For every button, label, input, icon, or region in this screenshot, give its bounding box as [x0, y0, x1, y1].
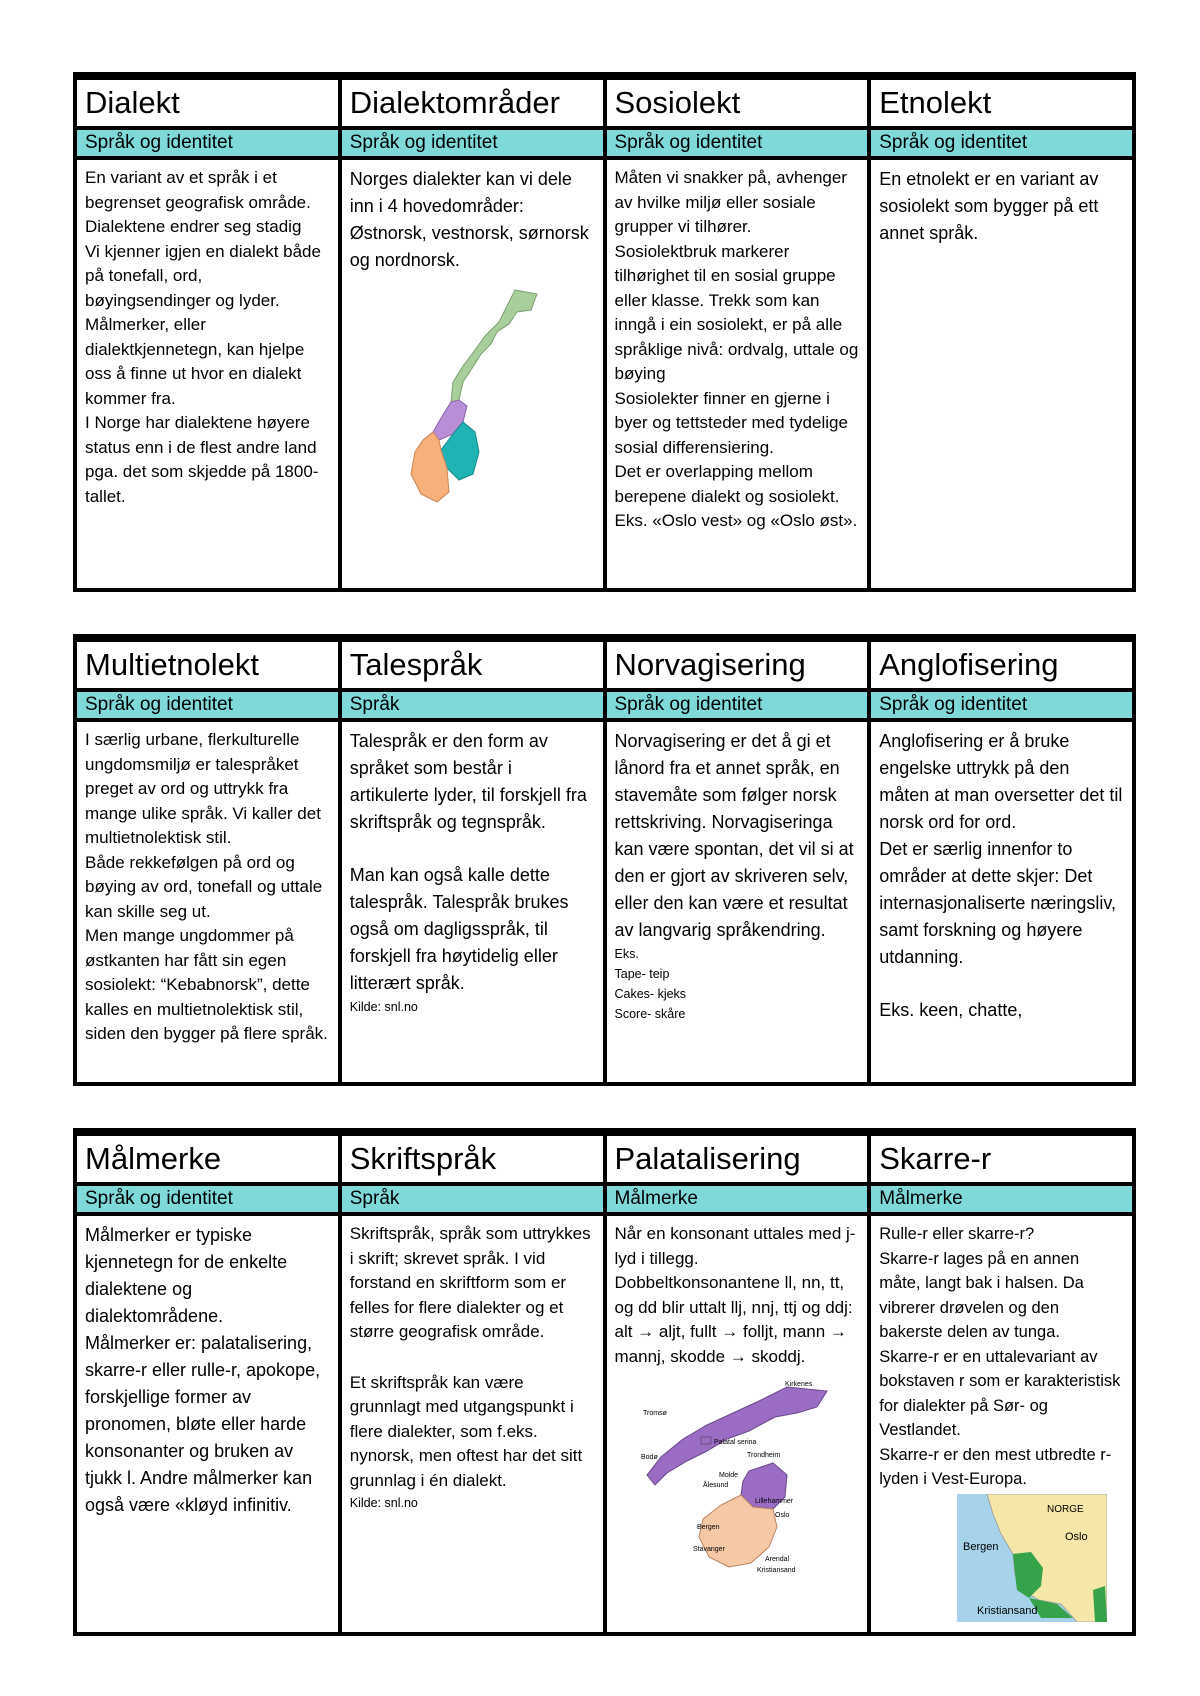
card-title: Målmerke — [77, 1136, 338, 1186]
north-dialect-region — [451, 290, 537, 402]
card-category: Språk og identitet — [871, 130, 1132, 160]
map-label: Kristiansand — [756, 1567, 796, 1574]
card-text: Sosiolektbruk markerer tilhørighet til en sosial gruppe eller klasse. Trekk som kan inngå i ein sosiolekt, er på alle språklige nivå: ordvalg, uttale og bøying — [614, 241, 859, 383]
map-label: Trondheim — [746, 1452, 781, 1459]
legend-swatch — [701, 1437, 711, 1444]
card-text: Det er særlig innenfor to områder at dette skjer: Det internasjonaliserte næringsliv, samt forskning og høyere utdanning. — [879, 839, 1117, 967]
card-text: Skarre-r lages på en annen måte, langt bak i halsen. Da vibrerer drøvelen og den bakerste delen av tunga. — [879, 1249, 1084, 1341]
card-title: Anglofisering — [871, 642, 1132, 692]
card-title: Skriftspråk — [342, 1136, 603, 1186]
card-text: Målmerker, eller dialektkjennetegn, kan hjelpe oss å finne ut hvor en dialekt kommer fra. — [85, 315, 305, 408]
card-title: Skarre-r — [871, 1136, 1132, 1186]
map-label: Oslo — [1065, 1530, 1088, 1543]
card-row-2 — [73, 634, 1136, 1086]
card-body — [871, 1216, 1132, 1632]
skarre-r-map-image — [957, 1494, 1107, 1622]
example-line: Eks. — [614, 947, 639, 961]
card-text: Rulle-r eller skarre-r? — [879, 1225, 1035, 1243]
card-dialektomrader — [342, 80, 603, 588]
card-text: Anglofisering er å bruke engelske uttrykk på den måten at man oversetter det til norsk ord for ord. — [879, 731, 1123, 832]
source-note: Kilde: snl.no — [349, 1000, 418, 1014]
card-body — [342, 1216, 603, 1632]
card-malmerke — [77, 1136, 338, 1632]
card-anglofisering — [871, 642, 1132, 1082]
card-text: Norges dialekter kan vi dele inn i 4 hovedområder: Østnorsk, vestnorsk, sørnorsk og nordnorsk. — [349, 169, 589, 270]
card-text: Man kan også kalle dette talespråk. Talespråk brukes også om dagligsspråk, til forskjell fra høytidelig eller litterært språk. — [349, 865, 569, 993]
card-title: Dialekt — [77, 80, 338, 130]
card-category: Språk og identitet — [342, 130, 603, 160]
west-dialect-region — [411, 432, 449, 502]
card-title: Talespråk — [342, 642, 603, 692]
example-line: Score- skåre — [614, 1007, 686, 1021]
card-body — [607, 722, 868, 1082]
map-label: Arendal — [764, 1556, 790, 1563]
map-label: Stavanger — [692, 1546, 725, 1553]
norway-dialect-map-image — [397, 282, 547, 512]
map-label: Molde — [718, 1472, 738, 1479]
card-body — [871, 160, 1132, 588]
card-skriftsprak — [342, 1136, 603, 1632]
card-row-3 — [73, 1128, 1136, 1636]
card-text: Både rekkefølgen på ord og bøying av ord, tonefall og uttale kan skille seg ut. — [85, 852, 323, 921]
card-title: Multietnolekt — [77, 642, 338, 692]
card-text: En variant av et språk i et begrenset geografisk område. Dialektene endrer seg stadig — [85, 168, 311, 236]
source-note: Kilde: snl.no — [349, 1496, 418, 1510]
card-text: Når en konsonant uttales med j-lyd i tillegg. — [614, 1224, 856, 1268]
card-text: Skriftspråk, språk som uttrykkes i skrift; skrevet språk. I vid forstand en skriftform som er felles for flere dialekter og et større geografisk område. — [349, 1224, 591, 1341]
map-label: Bergen — [696, 1524, 720, 1531]
card-text — [879, 971, 1124, 997]
card-category: Språk og identitet — [871, 692, 1132, 722]
card-title: Etnolekt — [871, 80, 1132, 130]
map-label: Tromsø — [642, 1410, 667, 1417]
card-talesprak — [342, 642, 603, 1082]
card-title: Norvagisering — [607, 642, 868, 692]
card-title: Sosiolekt — [607, 80, 868, 130]
card-body — [342, 722, 603, 1082]
card-text: I Norge har dialektene høyere status enn i de flest andre land pga. det som skjedde på 1800-tallet. — [85, 413, 319, 506]
map-label: Lillehammer — [754, 1498, 793, 1505]
legend-label: Palatal serina — [713, 1439, 757, 1446]
skarre-r-region — [1093, 1586, 1107, 1622]
card-text: Sosiolekter finner en gjerne i byer og tettsteder med tydelige sosial differensiering. — [614, 388, 848, 457]
card-category: Språk og identitet — [77, 1186, 338, 1216]
example-line: Tape- teip — [614, 967, 670, 981]
card-text: Målmerker er typiske kjennetegn for de enkelte dialektene og dialektområdene. — [85, 1225, 288, 1326]
card-text: Men mange ungdommer på østkanten har fått sin egen sosiolekt: “Kebabnorsk”, dette kalles en multietnolektisk stil, siden den bygger på flere språk. — [85, 926, 328, 1043]
card-text: Vi kjenner igjen en dialekt både på tonefall, ord, bøyingsendinger og lyder. — [85, 241, 321, 310]
card-body — [77, 1216, 338, 1632]
card-text: Det er overlapping mellom berepene dialekt og sosiolekt. Eks. «Oslo vest» og «Oslo øst». — [614, 462, 858, 530]
card-text: Dobbeltkonsonantene ll, nn, tt, og dd blir uttalt llj, nnj, ttj og ddj: — [614, 1273, 853, 1317]
map-label: Oslo — [774, 1512, 790, 1519]
map-label: Bodø — [640, 1454, 658, 1461]
card-row-1 — [73, 72, 1136, 592]
card-text: Eks. keen, chatte, — [879, 1000, 1023, 1020]
card-text — [350, 836, 595, 862]
card-norvagisering — [607, 642, 868, 1082]
example-line: Cakes- kjeks — [614, 987, 687, 1001]
card-body — [607, 160, 868, 588]
card-sosiolekt — [607, 80, 868, 588]
card-text: I særlig urbane, flerkulturelle ungdomsmiljø er talespråket preget av ord og uttrykk fra mange ulike språk. Vi kaller det multietnolektisk stil. — [85, 730, 321, 847]
card-category: Språk og identitet — [77, 692, 338, 722]
card-category: Målmerke — [607, 1186, 868, 1216]
card-text — [350, 1345, 595, 1371]
card-text: Et skriftspråk kan være grunnlagt med utgangspunkt i flere dialekter, som f.eks. nynorsk, men oftest har det sitt grunnlag i én dialekt. — [349, 1372, 583, 1490]
map-label: Ålesund — [702, 1482, 729, 1489]
card-text: Målmerker er: palatalisering, skarre-r eller rulle-r, apokope, forskjellige former av pronomen, bløte eller harde konsonanter og bruken av tjukk l. Andre målmerker kan også være «kløyd infinitiv. — [85, 1333, 321, 1515]
card-text: Talespråk er den form av språket som består i artikulerte lyder, til forskjell fra skriftspråk og tegnspråk. — [349, 731, 587, 832]
palatalization-map-image — [637, 1377, 837, 1577]
card-body — [77, 722, 338, 1082]
card-text: En etnolekt er en variant av sosiolekt som bygger på ett annet språk. — [879, 169, 1099, 243]
card-text: alt → aljt, fullt → folljt, mann → mannj, skodde → skoddj. — [614, 1322, 847, 1366]
card-multietnolekt — [77, 642, 338, 1082]
map-label: Kristiansand — [977, 1604, 1038, 1617]
card-body — [871, 722, 1132, 1082]
card-etnolekt — [871, 80, 1132, 588]
card-category: Språk og identitet — [607, 130, 868, 160]
map-label: NORGE — [1047, 1503, 1084, 1515]
card-skarre-r — [871, 1136, 1132, 1632]
card-title: Dialektområder — [342, 80, 603, 130]
card-text: Skarre-r er en uttalevariant av bokstaven r som er karakteristisk for dialekter på Sør- og Vestlandet. — [879, 1347, 1121, 1439]
card-category: Målmerke — [871, 1186, 1132, 1216]
card-body — [607, 1216, 868, 1632]
card-title: Palatalisering — [607, 1136, 868, 1186]
card-text: Norvagisering er det å gi et lånord fra et annet språk, en stavemåte som følger norsk rettskriving. Norvagiseringa kan være spontan, det vil si at den er gjort av skriveren selv, eller den kan være et resultat av langvarig språkendring. — [614, 731, 854, 940]
card-category: Språk og identitet — [77, 130, 338, 160]
card-category: Språk — [342, 1186, 603, 1216]
map-label: Kirkenes — [784, 1381, 813, 1388]
card-text: Måten vi snakker på, avhenger av hvilke miljø eller sosiale grupper vi tilhører. — [614, 168, 847, 236]
card-body — [342, 160, 603, 588]
card-dialekt — [77, 80, 338, 588]
card-text: Skarre-r er den mest utbredte r-lyden i Vest-Europa. — [879, 1445, 1112, 1488]
card-palatalisering — [607, 1136, 868, 1632]
map-label: Bergen — [963, 1540, 999, 1553]
card-body — [77, 160, 338, 588]
card-category: Språk — [342, 692, 603, 722]
card-category: Språk og identitet — [607, 692, 868, 722]
